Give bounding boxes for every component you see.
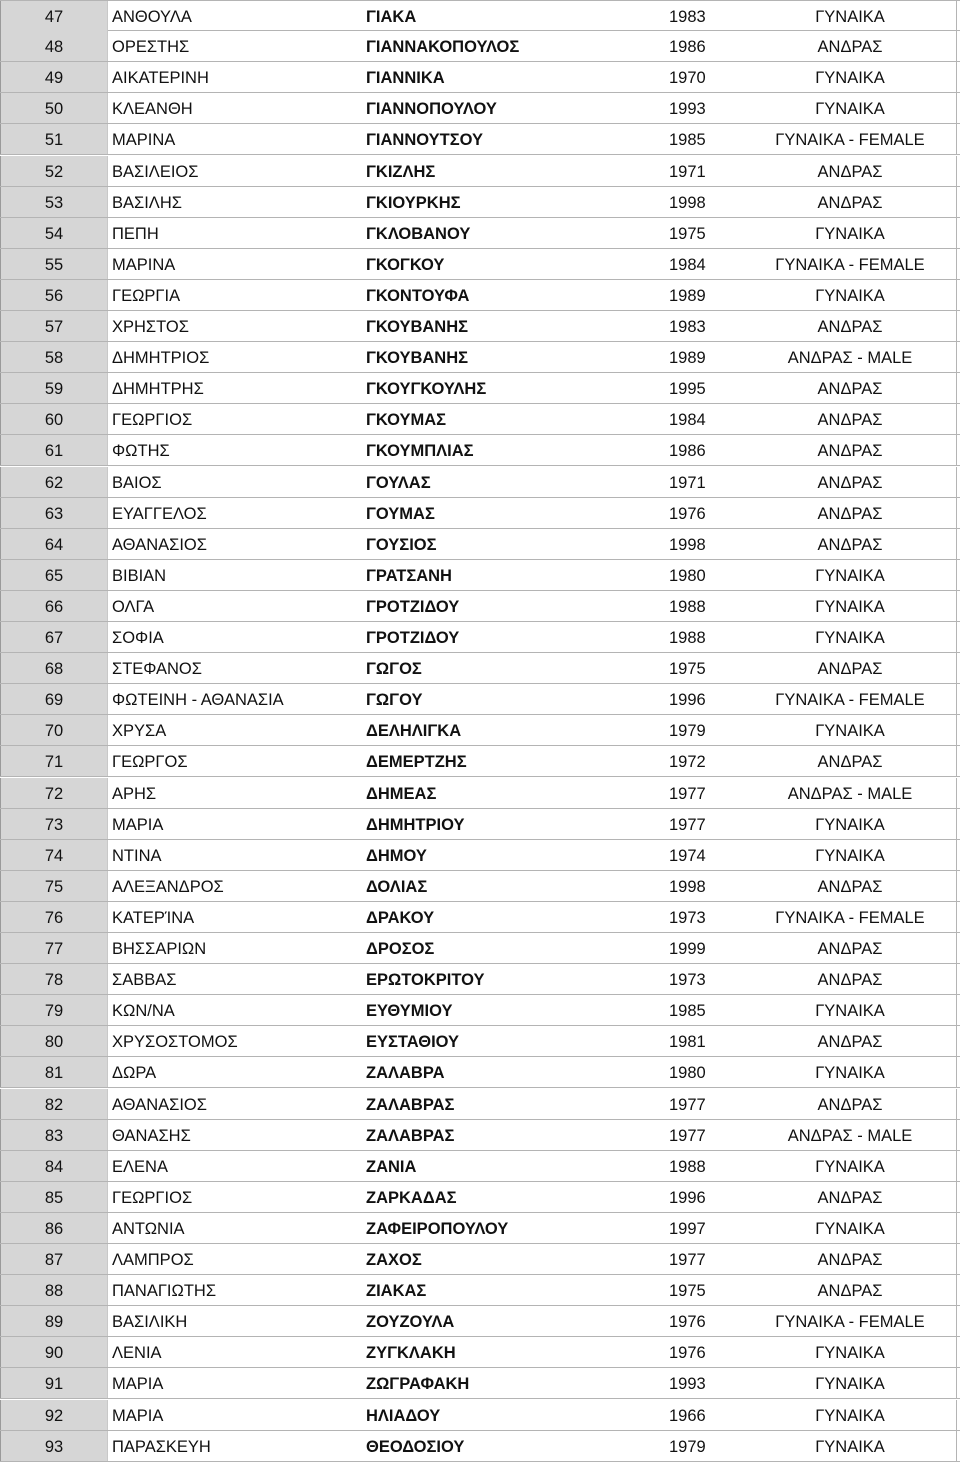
- row-number: 78: [0, 964, 108, 994]
- table-row: [0, 0, 960, 31]
- first-name: ΔΗΜΗΤΡΗΣ: [112, 380, 204, 399]
- birth-year: 1998: [669, 877, 706, 896]
- table-row: [0, 311, 960, 342]
- last-name: ΔΗΜΕΑΣ: [366, 784, 437, 803]
- last-name: ΔΗΜΟΥ: [366, 846, 427, 865]
- gender: ΑΝΔΡΑΣ: [817, 162, 883, 181]
- gender: ΓΥΝΑΙΚΑ: [815, 566, 885, 585]
- row-number: 54: [0, 218, 108, 248]
- table-row: [0, 809, 960, 840]
- row-number: 58: [0, 342, 108, 372]
- birth-year: 1981: [669, 1033, 706, 1052]
- first-name: ΚΑΤΕΡΊΝΑ: [112, 908, 195, 927]
- birth-year: 1974: [669, 846, 706, 865]
- row-number: 56: [0, 280, 108, 310]
- first-name: ΒΑΣΙΛΙΚΗ: [112, 1313, 188, 1332]
- last-name: ΓΚΛΟΒΑΝΟΥ: [366, 224, 471, 243]
- last-name: ΓΚΟΥΜΠΛΙΑΣ: [366, 442, 474, 461]
- birth-year: 1997: [669, 1219, 706, 1238]
- table-row: [0, 1306, 960, 1337]
- last-name: ΔΕΛΗΛΙΓΚΑ: [366, 722, 462, 741]
- first-name: ΜΑΡΙΑ: [112, 1406, 164, 1425]
- birth-year: 1971: [669, 473, 706, 492]
- table-row: [0, 622, 960, 653]
- row-number: 55: [0, 249, 108, 279]
- last-name: ΓΚΟΥΓΚΟΥΛΗΣ: [366, 380, 487, 399]
- last-name: ΔΗΜΗΤΡΙΟΥ: [366, 815, 465, 834]
- row-number: 76: [0, 902, 108, 932]
- row-number: 60: [0, 404, 108, 434]
- last-name: ΓΙΑΝΝΟΠΟΥΛΟΥ: [366, 100, 497, 119]
- first-name: ΒΑΙΟΣ: [112, 473, 162, 492]
- table-row: [0, 404, 960, 435]
- table-row: [0, 62, 960, 93]
- gender: ΓΥΝΑΙΚΑ: [815, 629, 885, 647]
- first-name: ΧΡΥΣΟΣΤΟΜΟΣ: [112, 1033, 238, 1052]
- row-number: 84: [0, 1151, 108, 1181]
- birth-year: 1977: [669, 1251, 706, 1269]
- row-number: 69: [0, 684, 108, 714]
- first-name: ΣΑΒΒΑΣ: [112, 971, 177, 990]
- table-row: [0, 1089, 960, 1120]
- last-name: ΓΚΟΝΤΟΥΦΑ: [366, 286, 470, 305]
- gender: ΑΝΔΡΑΣ: [817, 38, 883, 57]
- row-number: 52: [0, 156, 108, 186]
- birth-year: 1984: [669, 411, 706, 430]
- table-row: [0, 840, 960, 871]
- first-name: ΑΙΚΑΤΕΡΙΝΗ: [112, 69, 209, 88]
- gender: ΓΥΝΑΙΚΑ: [815, 1344, 885, 1363]
- row-number: 61: [0, 435, 108, 465]
- gender: ΑΝΔΡΑΣ: [817, 940, 883, 958]
- row-number: 64: [0, 529, 108, 559]
- last-name: ΔΡΟΣΟΣ: [366, 940, 435, 958]
- first-name: ΓΕΩΡΓΟΣ: [112, 753, 188, 772]
- gender: ΓΥΝΑΙΚΑ - FEMALE: [775, 908, 925, 927]
- last-name: ΖΟΥΖΟΥΛΑ: [366, 1313, 455, 1332]
- row-number: 50: [0, 93, 108, 123]
- table-row: [0, 591, 960, 622]
- table-row: [0, 902, 960, 933]
- last-name: ΓΙΑΝΝΙΚΑ: [366, 69, 445, 88]
- gender: ΓΥΝΑΙΚΑ: [815, 224, 885, 243]
- row-number: 49: [0, 62, 108, 92]
- birth-year: 1976: [669, 504, 706, 523]
- gender: ΓΥΝΑΙΚΑ: [815, 69, 885, 88]
- first-name: ΛΑΜΠΡΟΣ: [112, 1251, 194, 1269]
- first-name: ΕΥΑΓΓΕΛΟΣ: [112, 504, 207, 523]
- table-row: [0, 684, 960, 715]
- birth-year: 1998: [669, 535, 706, 554]
- first-name: ΜΑΡΙΝΑ: [112, 131, 176, 150]
- last-name: ΓΩΓΟΥ: [366, 691, 423, 710]
- last-name: ΓΚΟΥΒΑΝΗΣ: [366, 349, 469, 368]
- birth-year: 1988: [669, 597, 706, 616]
- table-row: [0, 715, 960, 746]
- birth-year: 1988: [669, 629, 706, 647]
- table-row: [0, 1244, 960, 1275]
- birth-year: 1980: [669, 1064, 706, 1083]
- first-name: ΑΘΑΝΑΣΙΟΣ: [112, 535, 207, 554]
- row-number: 91: [0, 1368, 108, 1398]
- row-number: 89: [0, 1306, 108, 1336]
- gender: ΑΝΔΡΑΣ - MALE: [787, 784, 913, 803]
- row-number: 47: [0, 1, 108, 31]
- row-number: 67: [0, 622, 108, 652]
- first-name: ΧΡΗΣΤΟΣ: [112, 318, 189, 336]
- gender: ΓΥΝΑΙΚΑ: [815, 597, 885, 616]
- row-number: 51: [0, 124, 108, 154]
- gender: ΑΝΔΡΑΣ: [817, 877, 883, 896]
- gender: ΓΥΝΑΙΚΑ: [815, 1219, 885, 1238]
- gender: ΑΝΔΡΑΣ: [817, 411, 883, 430]
- table-row: [0, 156, 960, 187]
- row-number: 62: [0, 467, 108, 497]
- last-name: ΕΥΣΤΑΘΙΟΥ: [366, 1033, 460, 1052]
- table-row: [0, 560, 960, 591]
- gender: ΓΥΝΑΙΚΑ: [815, 846, 885, 865]
- gender: ΓΥΝΑΙΚΑ: [815, 1375, 885, 1394]
- gender: ΓΥΝΑΙΚΑ: [815, 1406, 885, 1425]
- gender: ΑΝΔΡΑΣ: [817, 1095, 883, 1114]
- table-row: [0, 529, 960, 560]
- table-row: [0, 342, 960, 373]
- first-name: ΓΕΩΡΓΙΑ: [112, 286, 181, 305]
- birth-year: 1980: [669, 566, 706, 585]
- first-name: ΓΕΩΡΓΙΟΣ: [112, 411, 193, 430]
- row-number: 63: [0, 498, 108, 528]
- first-name: ΛΕΝΙΑ: [112, 1344, 162, 1363]
- gender: ΓΥΝΑΙΚΑ: [815, 286, 885, 305]
- row-number: 72: [0, 778, 108, 808]
- first-name: ΟΛΓΑ: [112, 597, 155, 616]
- row-number: 83: [0, 1120, 108, 1150]
- gender: ΑΝΔΡΑΣ: [817, 442, 883, 461]
- row-number: 80: [0, 1026, 108, 1056]
- gender: ΓΥΝΑΙΚΑ - FEMALE: [775, 1313, 925, 1332]
- gender: ΓΥΝΑΙΚΑ - FEMALE: [775, 255, 925, 274]
- last-name: ΖΑΝΙΑ: [366, 1157, 417, 1176]
- table-row: [0, 187, 960, 218]
- first-name: ΝΤΙΝΑ: [112, 846, 162, 865]
- gender: ΑΝΔΡΑΣ: [817, 1033, 883, 1052]
- last-name: ΗΛΙΑΔΟΥ: [366, 1406, 441, 1425]
- row-number: 87: [0, 1244, 108, 1274]
- row-number: 81: [0, 1057, 108, 1087]
- birth-year: 1975: [669, 224, 706, 243]
- gender: ΓΥΝΑΙΚΑ: [815, 8, 885, 26]
- gender: ΑΝΔΡΑΣ: [817, 318, 883, 336]
- table-row: [0, 1151, 960, 1182]
- table-row: [0, 93, 960, 124]
- row-number: 66: [0, 591, 108, 621]
- gender: ΑΝΔΡΑΣ: [817, 971, 883, 990]
- birth-year: 1999: [669, 940, 706, 958]
- row-number: 79: [0, 995, 108, 1025]
- row-number: 82: [0, 1089, 108, 1119]
- birth-year: 1985: [669, 1002, 706, 1021]
- last-name: ΓΚΟΓΚΟΥ: [366, 255, 445, 274]
- table-row: [0, 746, 960, 777]
- first-name: ΑΝΤΩΝΙΑ: [112, 1219, 185, 1238]
- last-name: ΖΥΓΚΛΑΚΗ: [366, 1344, 456, 1363]
- row-number: 48: [0, 31, 108, 61]
- table-row: [0, 124, 960, 155]
- table-row: [0, 373, 960, 404]
- first-name: ΒΑΣΙΛΗΣ: [112, 193, 182, 212]
- birth-year: 1975: [669, 660, 706, 679]
- last-name: ΖΑΡΚΑΔΑΣ: [366, 1188, 457, 1207]
- gender: ΑΝΔΡΑΣ - MALE: [787, 1126, 913, 1145]
- table-row: [0, 1431, 960, 1462]
- birth-year: 1966: [669, 1406, 706, 1425]
- last-name: ΓΙΑΚΑ: [366, 8, 417, 26]
- table-row: [0, 995, 960, 1026]
- gender: ΑΝΔΡΑΣ - MALE: [787, 349, 913, 368]
- first-name: ΜΑΡΙΝΑ: [112, 255, 176, 274]
- first-name: ΣΟΦΙΑ: [112, 629, 164, 647]
- first-name: ΔΩΡΑ: [112, 1064, 157, 1083]
- table-row: [0, 871, 960, 902]
- row-number: 93: [0, 1431, 108, 1461]
- gender: ΑΝΔΡΑΣ: [817, 1282, 883, 1301]
- row-number: 71: [0, 746, 108, 776]
- gender: ΓΥΝΑΙΚΑ - FEMALE: [775, 691, 925, 710]
- table-row: [0, 1182, 960, 1213]
- birth-year: 1973: [669, 971, 706, 990]
- gender: ΑΝΔΡΑΣ: [817, 1188, 883, 1207]
- gender: ΑΝΔΡΑΣ: [817, 1251, 883, 1269]
- birth-year: 1996: [669, 691, 706, 710]
- last-name: ΖΑΛΑΒΡΑ: [366, 1064, 445, 1083]
- last-name: ΓΚΙΖΛΗΣ: [366, 162, 436, 181]
- birth-year: 1972: [669, 753, 706, 772]
- table-row: [0, 498, 960, 529]
- last-name: ΔΟΛΙΑΣ: [366, 877, 428, 896]
- first-name: ΒΑΣΙΛΕΙΟΣ: [112, 162, 199, 181]
- row-number: 68: [0, 653, 108, 683]
- birth-year: 1975: [669, 1282, 706, 1301]
- birth-year: 1986: [669, 442, 706, 461]
- table-row: [0, 1368, 960, 1399]
- first-name: ΑΡΗΣ: [112, 784, 157, 803]
- first-name: ΠΑΡΑΣΚΕΥΗ: [112, 1437, 211, 1456]
- first-name: ΓΕΩΡΓΙΟΣ: [112, 1188, 193, 1207]
- gender: ΓΥΝΑΙΚΑ: [815, 1064, 885, 1083]
- last-name: ΓΩΓΟΣ: [366, 660, 422, 679]
- first-name: ΣΤΕΦΑΝΟΣ: [112, 660, 202, 679]
- table-row: [0, 467, 960, 498]
- first-name: ΧΡΥΣΑ: [112, 722, 167, 741]
- first-name: ΟΡΕΣΤΗΣ: [112, 38, 190, 57]
- last-name: ΓΚΟΥΜΑΣ: [366, 411, 447, 430]
- table-row: [0, 1400, 960, 1431]
- last-name: ΕΥΘΥΜΙΟΥ: [366, 1002, 453, 1021]
- first-name: ΦΩΤΕΙΝΗ - ΑΘΑΝΑΣΙΑ: [112, 691, 284, 710]
- last-name: ΖΑΦΕΙΡΟΠΟΥΛΟΥ: [366, 1219, 509, 1238]
- birth-year: 1979: [669, 722, 706, 741]
- gender: ΓΥΝΑΙΚΑ: [815, 815, 885, 834]
- table-row: [0, 249, 960, 280]
- birth-year: 1970: [669, 69, 706, 88]
- last-name: ΓΚΙΟΥΡΚΗΣ: [366, 193, 461, 212]
- row-number: 88: [0, 1275, 108, 1305]
- row-number: 59: [0, 373, 108, 403]
- last-name: ΕΡΩΤΟΚΡΙΤΟΥ: [366, 971, 485, 990]
- table-row: [0, 1120, 960, 1151]
- row-number: 70: [0, 715, 108, 745]
- birth-year: 1979: [669, 1437, 706, 1456]
- last-name: ΓΡΟΤΖΙΔΟΥ: [366, 629, 460, 647]
- last-name: ΓΡΟΤΖΙΔΟΥ: [366, 597, 460, 616]
- first-name: ΠΑΝΑΓΙΩΤΗΣ: [112, 1282, 217, 1301]
- gender: ΑΝΔΡΑΣ: [817, 535, 883, 554]
- gender: ΓΥΝΑΙΚΑ: [815, 100, 885, 119]
- row-number: 86: [0, 1213, 108, 1243]
- first-name: ΜΑΡΙΑ: [112, 815, 164, 834]
- first-name: ΒΙΒΙΑΝ: [112, 566, 167, 585]
- table-row: [0, 933, 960, 964]
- first-name: ΑΘΑΝΑΣΙΟΣ: [112, 1095, 207, 1114]
- table-row: [0, 1337, 960, 1368]
- table-row: [0, 1057, 960, 1088]
- birth-year: 1976: [669, 1313, 706, 1332]
- gender: ΑΝΔΡΑΣ: [817, 660, 883, 679]
- row-number: 90: [0, 1337, 108, 1367]
- row-number: 77: [0, 933, 108, 963]
- first-name: ΚΛΕΑΝΘΗ: [112, 100, 193, 119]
- table-row: [0, 964, 960, 995]
- table-row: [0, 1213, 960, 1244]
- last-name: ΔΕΜΕΡΤΖΗΣ: [366, 753, 467, 772]
- last-name: ΖΙΑΚΑΣ: [366, 1282, 427, 1301]
- last-name: ΓΡΑΤΣΑΝΗ: [366, 566, 452, 585]
- row-number: 57: [0, 311, 108, 341]
- birth-year: 1986: [669, 38, 706, 57]
- birth-year: 1976: [669, 1344, 706, 1363]
- last-name: ΔΡΑΚΟΥ: [366, 908, 435, 927]
- birth-year: 1989: [669, 349, 706, 368]
- first-name: ΚΩΝ/ΝΑ: [112, 1002, 175, 1021]
- birth-year: 1977: [669, 1126, 706, 1145]
- table-row: [0, 1026, 960, 1057]
- last-name: ΖΑΛΑΒΡΑΣ: [366, 1126, 455, 1145]
- first-name: ΒΗΣΣΑΡΙΩΝ: [112, 940, 207, 958]
- table-row: [0, 1275, 960, 1306]
- last-name: ΖΑΛΑΒΡΑΣ: [366, 1095, 455, 1114]
- row-number: 73: [0, 809, 108, 839]
- row-number: 53: [0, 187, 108, 217]
- last-name: ΖΑΧΟΣ: [366, 1251, 422, 1269]
- birth-year: 1998: [669, 193, 706, 212]
- table-row: [0, 778, 960, 809]
- gender: ΑΝΔΡΑΣ: [817, 473, 883, 492]
- row-number: 65: [0, 560, 108, 590]
- first-name: ΑΝΘΟΥΛΑ: [112, 8, 192, 26]
- last-name: ΓΟΥΣΙΟΣ: [366, 535, 437, 554]
- gender: ΓΥΝΑΙΚΑ: [815, 1437, 885, 1456]
- birth-year: 1995: [669, 380, 706, 399]
- birth-year: 1985: [669, 131, 706, 150]
- last-name: ΓΙΑΝΝΑΚΟΠΟΥΛΟΣ: [366, 38, 520, 57]
- first-name: ΦΩΤΗΣ: [112, 442, 170, 461]
- gender: ΑΝΔΡΑΣ: [817, 753, 883, 772]
- row-number: 74: [0, 840, 108, 870]
- first-name: ΜΑΡΙΑ: [112, 1375, 164, 1394]
- last-name: ΖΩΓΡΑΦΑΚΗ: [366, 1375, 470, 1394]
- last-name: ΓΟΥΛΑΣ: [366, 473, 431, 492]
- first-name: ΕΛΕΝΑ: [112, 1157, 168, 1176]
- table-row: [0, 653, 960, 684]
- last-name: ΓΙΑΝΝΟΥΤΣΟΥ: [366, 131, 483, 150]
- gender: ΓΥΝΑΙΚΑ: [815, 722, 885, 741]
- gender: ΓΥΝΑΙΚΑ: [815, 1002, 885, 1021]
- table-row: [0, 435, 960, 466]
- row-number: 92: [0, 1400, 108, 1430]
- first-name: ΔΗΜΗΤΡΙΟΣ: [112, 349, 210, 368]
- birth-year: 1971: [669, 162, 706, 181]
- birth-year: 1973: [669, 908, 706, 927]
- birth-year: 1977: [669, 1095, 706, 1114]
- row-number: 85: [0, 1182, 108, 1212]
- birth-year: 1977: [669, 815, 706, 834]
- birth-year: 1984: [669, 255, 706, 274]
- first-name: ΘΑΝΑΣΗΣ: [112, 1126, 191, 1145]
- birth-year: 1983: [669, 318, 706, 336]
- birth-year: 1977: [669, 784, 706, 803]
- birth-year: 1993: [669, 1375, 706, 1394]
- birth-year: 1988: [669, 1157, 706, 1176]
- table-row: [0, 31, 960, 62]
- last-name: ΓΟΥΜΑΣ: [366, 504, 435, 523]
- birth-year: 1993: [669, 100, 706, 119]
- first-name: ΑΛΕΞΑΝΔΡΟΣ: [112, 877, 224, 896]
- first-name: ΠΕΠΗ: [112, 224, 159, 243]
- last-name: ΘΕΟΔΟΣΙΟΥ: [366, 1437, 465, 1456]
- gender: ΓΥΝΑΙΚΑ: [815, 1157, 885, 1176]
- gender: ΑΝΔΡΑΣ: [817, 193, 883, 212]
- table-row: [0, 218, 960, 249]
- last-name: ΓΚΟΥΒΑΝΗΣ: [366, 318, 469, 336]
- row-number: 75: [0, 871, 108, 901]
- birth-year: 1989: [669, 286, 706, 305]
- birth-year: 1996: [669, 1188, 706, 1207]
- gender: ΓΥΝΑΙΚΑ - FEMALE: [775, 131, 925, 150]
- table-row: [0, 280, 960, 311]
- birth-year: 1983: [669, 8, 706, 26]
- gender: ΑΝΔΡΑΣ: [817, 504, 883, 523]
- gender: ΑΝΔΡΑΣ: [817, 380, 883, 399]
